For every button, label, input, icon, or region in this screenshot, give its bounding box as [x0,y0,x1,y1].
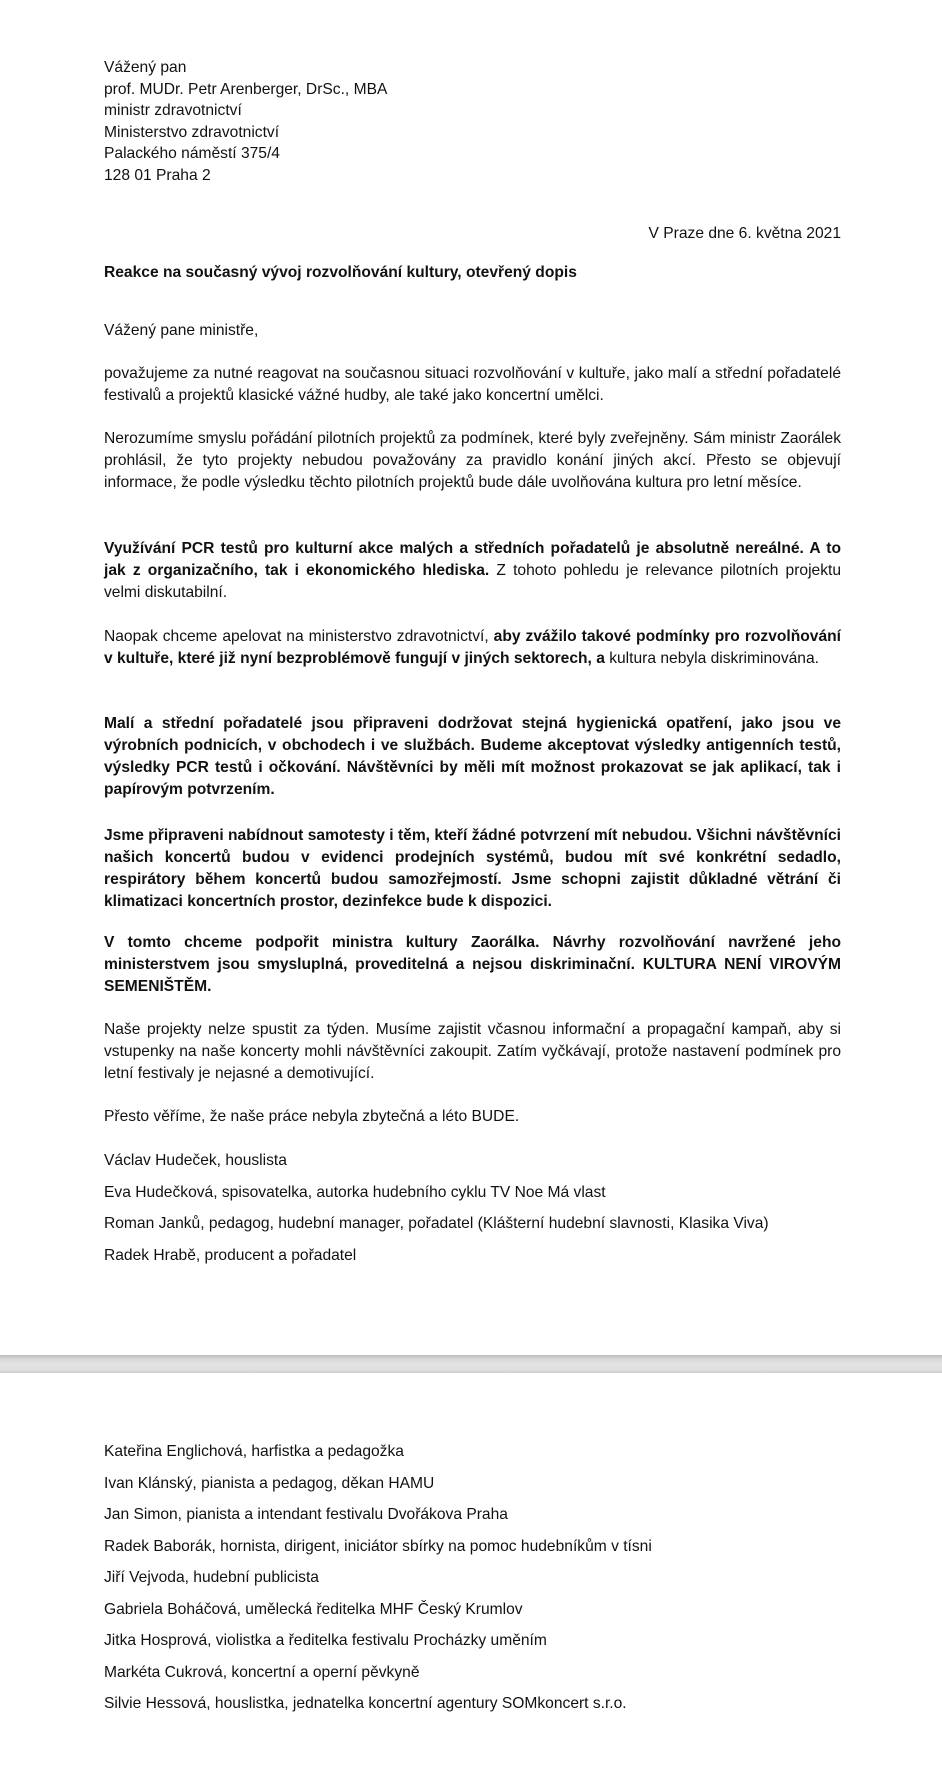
paragraph-2: Nerozumíme smyslu pořádání pilotních projektů za podmínek, které byly zveřejněny. Sám ministr Zaorálek prohlásil, že tyto projekty nebudou považovány za pravidlo konání jiných akcí. Přesto se objevují informace, že podle výsledku těchto pilotních projektů bude dále uvolňována kultura pro letní měsíce. [104,430,841,491]
paragraph-9: Přesto věříme, že naše práce nebyla zbytečná a léto BUDE. [104,1108,520,1125]
paragraph-6: Jsme připraveni nabídnout samotesty i těm, kteří žádné potvrzení mít nebudou. Všichni návštěvníci našich koncertů budou v evidenci prodejních systémů, budou mít své konkrétní sedadlo, respirátory během koncertů budou samozřejmostí. Jsme schopni zajistit důkladné větrání či klimatizaci koncertních prostor, dezinfekce bude k dispozici. [104,827,841,910]
recipient-line: Vážený pan [104,59,187,76]
letter-subject: Reakce na současný vývoj rozvolňování kultury, otevřený dopis [104,264,577,281]
paragraph-4-normal-a: Naopak chceme apelovat na ministerstvo zdravotnictví, [104,628,494,645]
recipient-line: ministr zdravotnictví [104,102,242,119]
signatory: Radek Hrabě, producent a pořadatel [104,1246,357,1264]
recipient-line: Palackého náměstí 375/4 [104,145,280,162]
paragraph-3 [104,538,841,604]
signatory: Gabriela Boháčová, umělecká ředitelka MHF Český Krumlov [104,1600,523,1618]
document-page-2 [0,1373,942,1773]
signatory: Václav Hudeček, houslista [104,1152,287,1169]
paragraph-4-normal-b: kultura nebyla diskriminována. [604,650,819,667]
signatory: Eva Hudečková, spisovatelka, autorka hudebního cyklu TV Noe Má vlast [104,1183,606,1201]
paragraph-7: V tomto chceme podpořit ministra kultury Zaorálka. Návrhy rozvolňování navržené jeho ministerstvem jsou smysluplná, proveditelná a nejsou diskriminační. KULTURA NENÍ VIROVÝM SEMENIŠTĚM. [104,934,841,995]
signatory: Jitka Hosprová, violistka a ředitelka festivalu Procházky uměním [104,1632,547,1649]
signatory: Markéta Cukrová, koncertní a operní pěvkyně [104,1663,420,1681]
paragraph-8: Naše projekty nelze spustit za týden. Musíme zajistit včasnou informační a propagační kampaň, aby si vstupenky na naše koncerty mohli návštěvníci zakoupit. Zatím vyčkávají, protože nastavení podmínek pro letní festivaly je nejasné a demotivující. [104,1021,841,1082]
paragraph-4-bold: aby zvážilo takové podmínky pro rozvolňování v kultuře, které již nyní bezproblémově fungují v jiných sektorech, a [104,628,841,667]
signatory: Jan Simon, pianista a intendant festivalu Dvořákova Praha [104,1506,508,1523]
signatory: Kateřina Englichová, harfistka a pedagožka [104,1443,404,1460]
signatory: Radek Baborák, hornista, dirigent, iniciátor sbírky na pomoc hudebníkům v tísni [104,1537,652,1555]
recipient-line: prof. MUDr. Petr Arenberger, DrSc., MBA [104,80,388,98]
recipient-line: Ministerstvo zdravotnictví [104,123,280,141]
paragraph-3-bold: Využívání PCR testů pro kulturní akce malých a středních pořadatelů je absolutně nereálné. A to jak z organizačního, tak i ekonomického hlediska. [104,540,841,579]
paragraph-4 [104,626,841,670]
recipient-address [104,57,841,186]
signatory: Jiří Vejvoda, hudební publicista [104,1569,319,1586]
signatories-list-page-2 [104,1441,841,1725]
salutation: Vážený pane ministře, [104,322,259,339]
recipient-line: 128 01 Praha 2 [104,166,211,184]
paragraph-3-normal: Z tohoto pohledu je relevance pilotních projektu velmi diskutabilní. [104,562,842,601]
signatory: Roman Janků, pedagog, hudební manager, pořadatel (Klášterní hudební slavnosti, Klasika Viva) [104,1215,769,1232]
paragraph-5: Malí a střední pořadatelé jsou připraveni dodržovat stejná hygienická opatření, jako jsou ve výrobních podnicích, v obchodech i ve službách. Budeme akceptovat výsledky antigenních testů, výsledky PCR testů i očkování. Návštěvníci by měli mít možnost prokazovat se jak aplikací, tak i papírovým potvrzením. [104,715,841,798]
signatories-list-page-1 [104,1150,841,1276]
signatory: Ivan Klánský, pianista a pedagog, děkan HAMU [104,1474,435,1492]
paragraph-1: považujeme za nutné reagovat na současnou situaci rozvolňování v kultuře, jako malí a střední pořadatelé festivalů a projektů klasické vážné hudby, ale také jako koncertní umělci. [104,365,841,404]
page-separator [0,1355,942,1373]
signatory: Silvie Hessová, houslistka, jednatelka koncertní agentury SOMkoncert s.r.o. [104,1695,627,1712]
letter-date: V Praze dne 6. května 2021 [648,225,841,242]
